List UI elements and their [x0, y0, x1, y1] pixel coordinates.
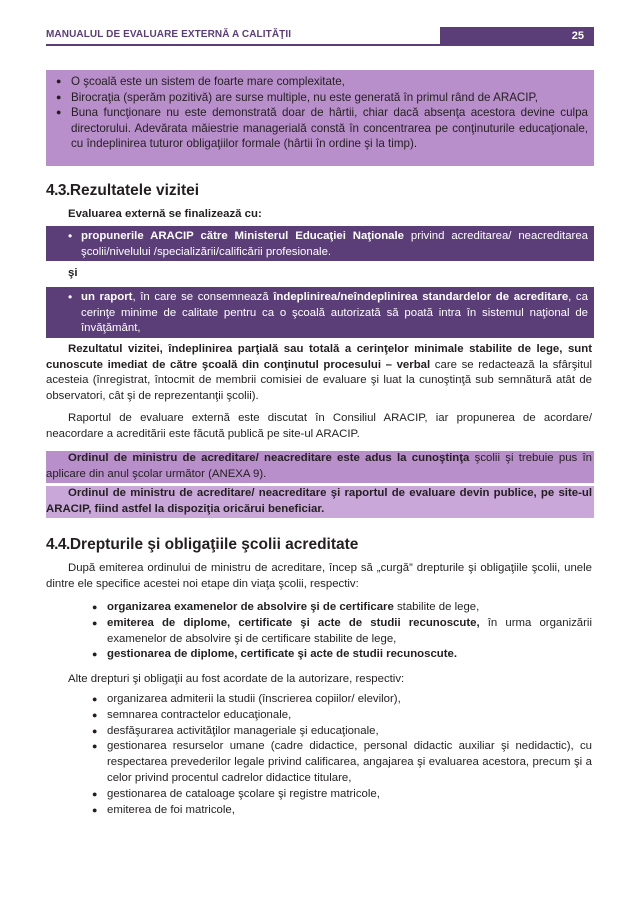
- order-notice-bold: Ordinul de ministru de acreditare/ neacreditare este adus la cunoştinţa: [68, 452, 470, 464]
- list-item: ● organizarea admiterii la studii (înscrierea copiilor/ elevilor),: [92, 692, 592, 708]
- list-item: ● Birocraţia (sperăm pozitivă) are surse multiple, nu este generată în primul rând de ARACIP,: [56, 90, 588, 106]
- other-rights-list: [92, 692, 592, 818]
- order-notice-rest: şcolii şi trebuie pus în aplicare din anul şcolar următor (ANEXA 9).: [46, 452, 593, 480]
- list-item: ● semnarea contractelor educaţionale,: [92, 708, 592, 724]
- section-title: Rezultatele vizitei: [69, 182, 200, 199]
- list-item: ● gestionarea de diplome, certificate şi acte de studii recunoscute.: [92, 647, 592, 663]
- list-item: ● emiterea de foi matricole,: [92, 803, 592, 819]
- report-bold-2: îndeplinirea/neîndeplinirea standardelor de acreditare: [273, 291, 569, 303]
- and-label: şi: [68, 267, 78, 279]
- top-notes-list: [56, 74, 588, 152]
- list-item: ● organizarea examenelor de absolvire şi de certificare stabilite de lege,: [92, 600, 592, 616]
- list-item: ● gestionarea resurselor umane (cadre didactice, personal didactic auxiliar şi nedidactic), cu respectarea prevederilor legale privind calificarea, angajarea şi evaluarea acestora, precum şi a celor privind procentul cadrelor didactice titulare,: [92, 739, 592, 786]
- other-rights-intro: Alte drepturi şi obligaţii au fost acordate de la autorizare, respectiv:: [68, 673, 405, 685]
- visit-result-bold: Rezultatul vizitei, îndeplinirea parţială sau totală a cerinţelor minimale stabilite de lege, sunt cunoscute imediat de către şcoală din conţinutul procesului – verbal: [46, 343, 592, 371]
- rights-list: [92, 600, 592, 663]
- section-number: 4.3.: [46, 182, 70, 199]
- header-title: MANUALUL DE EVALUARE EXTERNĂ A CALITĂŢII: [46, 29, 292, 40]
- list-item: ● desfăşurarea activităţilor manageriale şi educaţionale,: [92, 724, 592, 740]
- list-item: ● O şcoală este un sistem de foarte mare complexitate,: [56, 74, 588, 90]
- top-notes-box: [46, 70, 594, 166]
- report-rest: , ca cerinţe minime de calitate pentru ca o şcoală autorizată să poată intra în sistemul naţional de învăţământ,: [81, 291, 588, 335]
- report-discussion-paragraph: Raportul de evaluare externă este discutat în Consiliul ARACIP, iar propunerea de acordare/ neacordare a acreditării este făcută publică pe site-ul ARACIP.: [46, 412, 592, 440]
- visit-result-rest: care se redactează la sfârşitul acesteia (înregistrat, întocmit de membrii comisiei de evaluare şi luat la cunoştinţă sub semnătură atât de observatori, cât şi de reprezentanţii şcolii).: [46, 358, 592, 402]
- proposals-box: [46, 226, 594, 261]
- list-item: ● gestionarea de cataloage şcolare şi registre matricole,: [92, 787, 592, 803]
- section-heading-4-3: [46, 182, 199, 200]
- report-bold-1: un raport: [81, 291, 133, 303]
- rights-intro: După emiterea ordinului de ministru de acreditare, încep să „curgă” drepturile şi obligaţiile şcolii, unele dintre ele specifice acestei noi etape din viaţa şcolii, respectiv:: [46, 562, 592, 590]
- page-number: 25: [440, 27, 594, 46]
- list-item: ● Buna funcţionare nu este demonstrată doar de hârtii, chiar dacă absenţa acestora devine culpa directorului. Adevărata măiestrie managerială constă în concentrarea pe conţinuturile educaţionale, cu îndeplinirea tuturor obligaţiilor formale (hârtii în ordine şi la timp).: [56, 105, 588, 152]
- report-box: [46, 287, 594, 338]
- section-intro: Evaluarea externă se finalizează cu:: [68, 208, 262, 220]
- report-mid: , în care se consemnează: [132, 291, 274, 303]
- list-item: [66, 229, 588, 260]
- page-header: [46, 27, 594, 45]
- section-heading-4-4: [46, 536, 358, 554]
- section-number: 4.4.: [46, 536, 70, 553]
- list-item: [66, 290, 588, 337]
- proposals-rest: privind acreditarea/ neacreditarea şcolii/nivelului /specializării/calificării profesionale.: [81, 230, 589, 258]
- section-title: Drepturile şi obligaţiile şcolii acreditate: [69, 536, 359, 553]
- visit-result-paragraph: [46, 342, 592, 404]
- order-public-paragraph: Ordinul de ministru de acreditare/ neacreditare şi raportul de evaluare devin publice, pe site-ul ARACIP, fiind astfel la dispoziţia oricărui beneficiar.: [46, 487, 592, 515]
- proposals-bold: propunerile ARACIP către Ministerul Educaţiei Naţionale: [81, 230, 405, 242]
- order-notice-paragraph: [46, 451, 592, 482]
- list-item: ● emiterea de diplome, certificate şi acte de studii recunoscute, în urma organizării examenelor de absolvire şi de certificare stabilite de lege,: [92, 616, 592, 648]
